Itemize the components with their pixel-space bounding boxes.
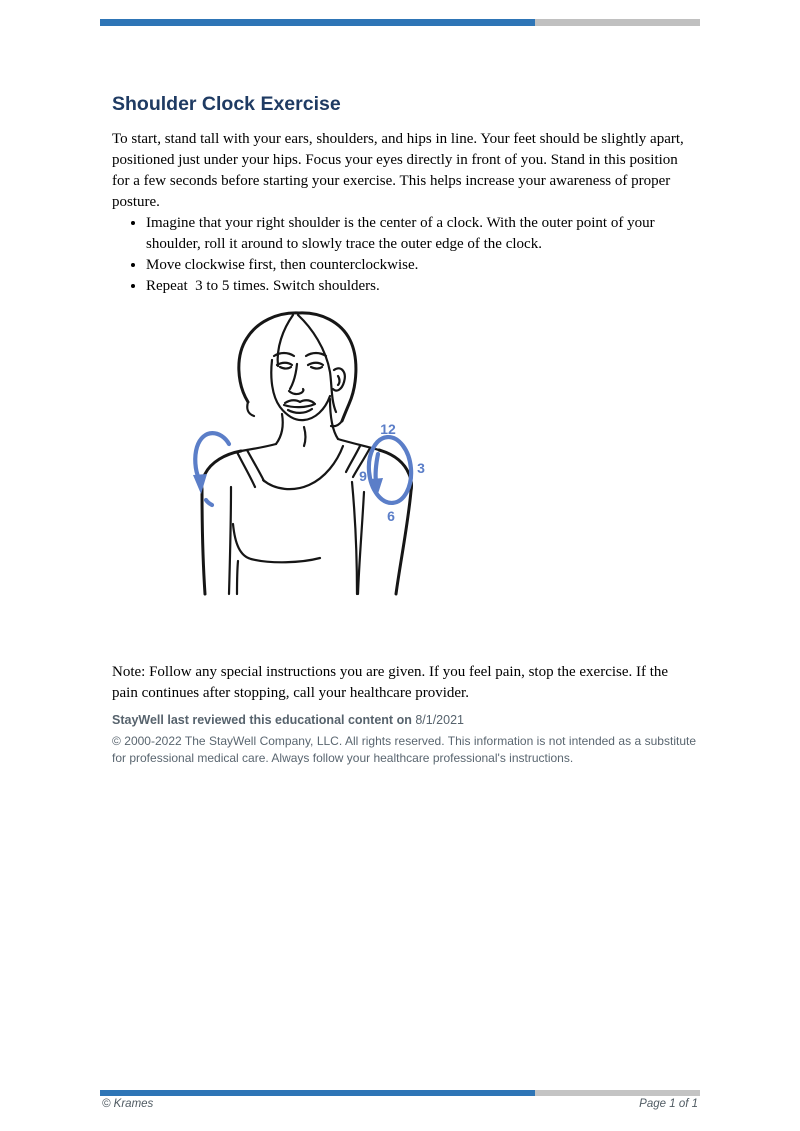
intro-paragraph: To start, stand tall with your ears, shoulders, and hips in line. Your feet should be slightly apart, positioned just under your hips. Focus your eyes directly in front of you. Stand in this position for a few seconds before starting your exercise. This helps increase your awareness of proper posture. [112,131,684,210]
clock-label-3: 3 [417,460,425,476]
list-item: • Move clockwise first, then counterclockwise. [146,255,696,276]
note-paragraph: Note: Follow any special instructions you are given. If you feel pain, stop the exercise. If the pain continues after stopping, call your healthcare provider. [112,664,669,701]
shoulder-clock-overlay [359,421,425,524]
footer-credit: © Krames [102,1098,154,1110]
figure-drawing [185,304,445,604]
list-item: • Repeat 3 to 5 times. Switch shoulders. [146,276,696,297]
copyright-text: © 2000-2022 The StayWell Company, LLC. All rights reserved. This information is not intended as a substitute for professional medical care. Always follow your healthcare professional's instructions. [112,734,696,765]
clock-label-9: 9 [359,468,367,484]
review-date: 8/1/2021 [415,713,464,727]
clock-label-12: 12 [380,421,396,437]
clock-label-6: 6 [387,508,395,524]
footer-page-number: Page 1 of 1 [639,1098,698,1110]
shoulder-clock-illustration [185,304,445,604]
page-footer [102,1098,698,1110]
review-label: StayWell last reviewed this educational content on [112,713,412,727]
footer-accent-bar [100,1090,700,1096]
review-line [112,712,696,728]
page-title: Shoulder Clock Exercise [112,93,341,115]
left-shoulder-arrow [193,433,229,505]
list-item: • Imagine that your right shoulder is the center of a clock. With the outer point of your shoulder, roll it around to slowly trace the outer edge of the clock. [146,213,696,255]
page-content [112,0,696,767]
exercise-steps-list [112,213,696,297]
